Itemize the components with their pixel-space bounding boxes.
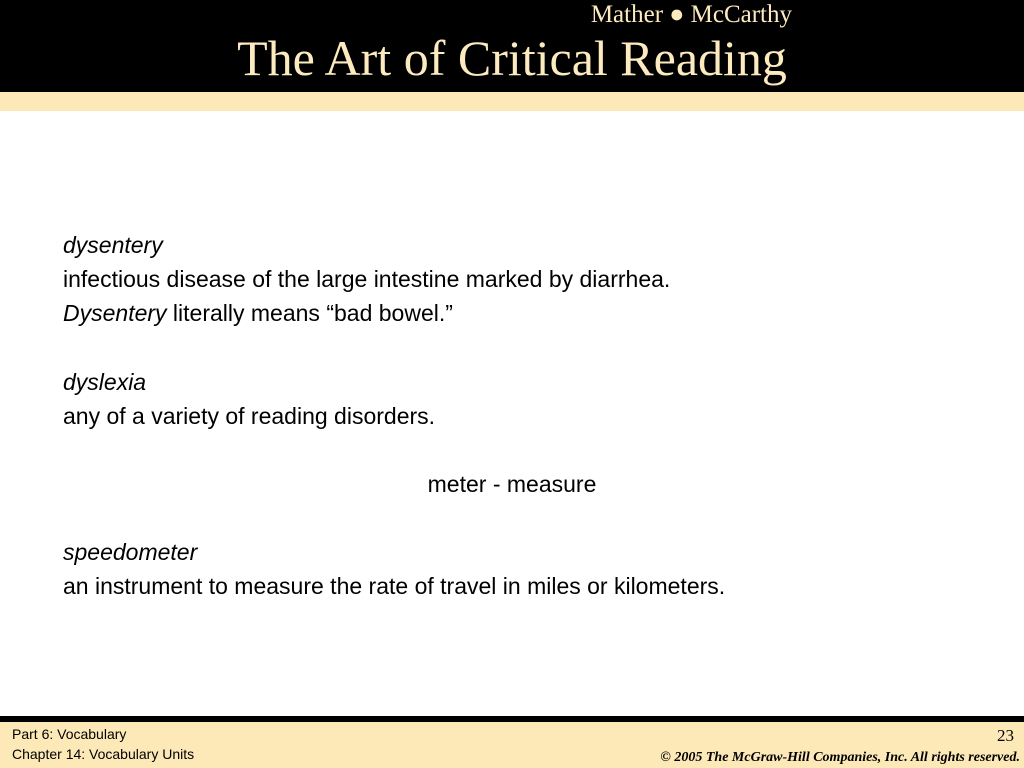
slide-header [0, 0, 1024, 92]
term-speedometer: speedometer [63, 539, 198, 565]
page-number: 23 [997, 726, 1014, 745]
note-text: literally means “bad bowel.” [166, 300, 453, 326]
note-term: Dysentery [63, 300, 167, 326]
authors-label: Mather ● McCarthy [590, 1, 792, 28]
definition-dyslexia: any of a variety of reading disorders. [63, 403, 436, 429]
definition-dysentery: infectious disease of the large intestine marked by diarrhea. [63, 266, 671, 292]
term-dyslexia: dyslexia [63, 369, 147, 395]
slide-footer [0, 722, 1024, 768]
term-dysentery: dysentery [63, 232, 163, 258]
footer-part: Part 6: Vocabulary [12, 726, 127, 742]
root-heading: meter - measure [427, 471, 597, 497]
footer-chapter: Chapter 14: Vocabulary Units [12, 746, 195, 762]
header-accent-band [0, 92, 1024, 111]
footer-source [12, 724, 194, 764]
note-dysentery [63, 298, 453, 328]
definition-speedometer: an instrument to measure the rate of travel in miles or kilometers. [63, 573, 726, 599]
copyright-notice: © 2005 The McGraw-Hill Companies, Inc. All rights reserved. [660, 750, 1020, 765]
slide-title: The Art of Critical Reading [237, 30, 787, 86]
